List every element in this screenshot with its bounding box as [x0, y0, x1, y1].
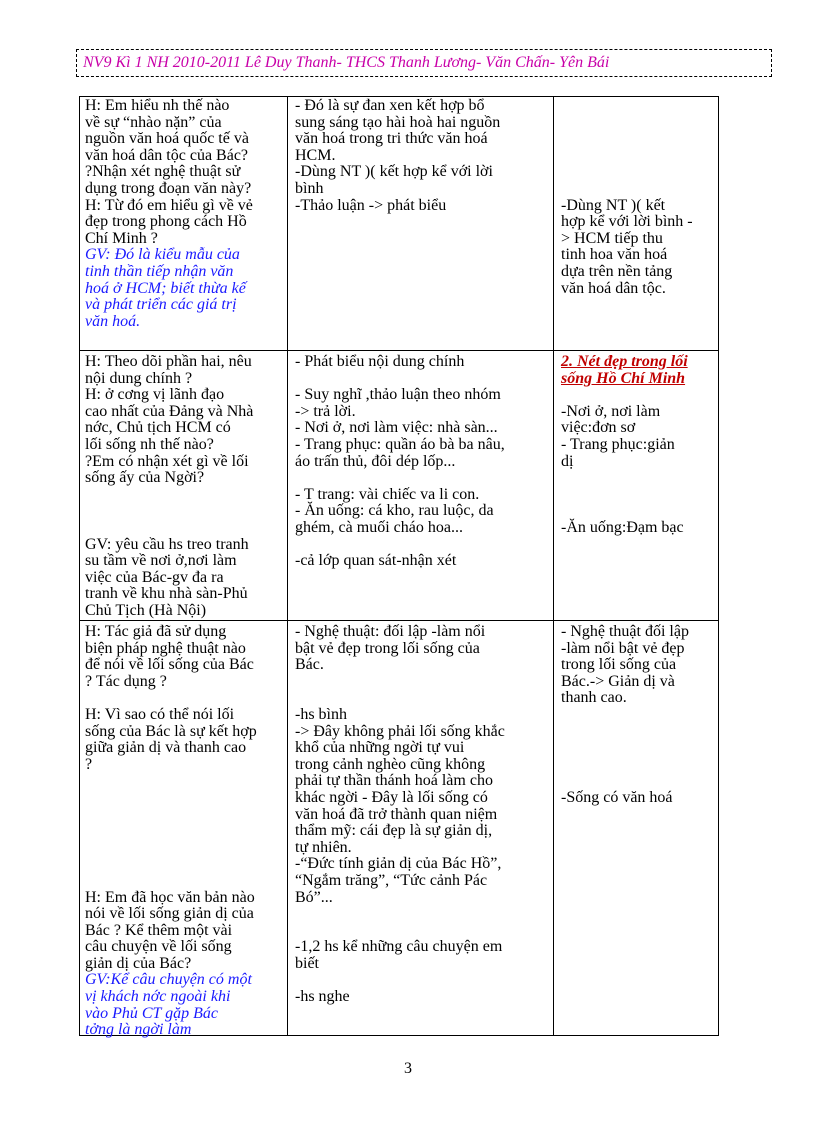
text-line — [561, 115, 711, 132]
text-line: -Nơi ở, nơi làm — [561, 402, 661, 420]
text-line — [85, 773, 285, 790]
text-line: - Suy nghĩ ,thảo luận theo nhóm — [295, 386, 501, 404]
text-line — [85, 520, 285, 537]
text-line: ? Tác dụng ? — [85, 672, 167, 690]
text-line — [561, 164, 711, 181]
text-line: văn hoá dân tộc của Bác? — [85, 146, 249, 164]
text-line: văn hoá dân tộc. — [561, 279, 666, 297]
text-line: khác ngời - Đây là lối sống có — [295, 788, 488, 806]
page-number: 3 — [404, 1060, 412, 1077]
student-activity-cell — [295, 624, 545, 1006]
text-line: - Trang phục: quần áo bà ba nâu, — [295, 435, 505, 453]
text-line: -> Đây không phải lối sống khắc — [295, 722, 505, 740]
text-line: câu chuyện về lối sống — [85, 938, 232, 956]
page-header: NV9 Kì 1 NH 2010-2011 Lê Duy Thanh- THCS Thanh Lương- Văn Chấn- Yên Bái — [76, 49, 772, 77]
text-line: - Phát biểu nội dung chính — [295, 353, 465, 370]
text-line: - Đó là sự đan xen kết hợp bổ — [295, 97, 485, 114]
text-line: lối sống nh thế nào? — [85, 435, 214, 453]
text-line: GV:Kể câu chuyện có một — [85, 971, 252, 989]
text-line: vị khách nớc ngoài khi — [85, 988, 231, 1006]
text-line — [561, 503, 711, 520]
text-line — [561, 707, 711, 724]
text-line: Chí Minh ? — [85, 229, 158, 247]
text-line: bình — [295, 179, 324, 197]
text-line: H: Tác giả đã sử dụng — [85, 623, 227, 640]
text-line: -Thảo luận -> phát biểu — [295, 196, 447, 214]
text-line: 2. Nét đẹp trong lối — [561, 353, 688, 370]
text-line: để nói về lối sống của Bác — [85, 656, 254, 674]
text-line: đẹp trong phong cách Hồ — [85, 213, 247, 231]
text-line — [561, 724, 711, 741]
text-line: áo trấn thủ, đôi dép lốp... — [295, 452, 456, 470]
text-line: Bác.-> Giản dị và — [561, 672, 675, 690]
text-line: sung sáng tạo hài hoà hai nguồn — [295, 113, 501, 131]
column-divider — [287, 96, 288, 1036]
text-line: nói về lối sống giản dị của — [85, 905, 254, 923]
text-line — [85, 823, 285, 840]
teacher-activity-cell — [85, 624, 285, 1039]
text-line: về sự “nhào nặn” của — [85, 113, 222, 131]
text-line — [85, 840, 285, 857]
text-line: nớc, Chủ tịch HCM có — [85, 419, 231, 437]
text-line — [561, 773, 711, 790]
text-line: H: Từ đó em hiểu gì về vẻ — [85, 196, 253, 214]
text-line: - Nghệ thuật: đối lập -làm nổi — [295, 623, 486, 640]
text-line: nội dung chính ? — [85, 369, 193, 387]
text-line — [85, 873, 285, 890]
text-line — [561, 98, 711, 115]
text-line — [561, 487, 711, 504]
text-line: ghém, cà muối cháo hoa... — [295, 518, 463, 536]
teacher-activity-cell — [85, 98, 285, 330]
text-line: thanh cao. — [561, 689, 627, 707]
text-line: -“Đức tính giản dị của Bác Hồ”, — [295, 855, 502, 873]
text-line — [561, 470, 711, 487]
text-line: GV: Đó là kiểu mẫu của — [85, 246, 240, 264]
text-line: tranh về khu nhà sàn-Phủ — [85, 585, 248, 603]
text-line: -1,2 hs kể những câu chuyện em — [295, 938, 503, 956]
text-line: cao nhất của Đảng và Nhà — [85, 402, 254, 420]
row-divider — [79, 350, 719, 351]
text-line: -làm nổi bật vẻ đẹp — [561, 639, 685, 657]
text-line: tinh thần tiếp nhận văn — [85, 262, 234, 280]
text-line: sống Hồ Chí Minh — [561, 369, 686, 387]
text-line: việc:đơn sơ — [561, 419, 636, 437]
text-line: hoá ở HCM; biết thừa kế — [85, 279, 246, 297]
text-line: nguồn văn hoá quốc tế và — [85, 130, 249, 148]
student-activity-cell — [295, 98, 545, 214]
text-line: HCM. — [295, 146, 336, 164]
text-line: su tầm về nơi ở,nơi làm — [85, 552, 237, 570]
content-cell — [561, 624, 711, 807]
text-line — [295, 906, 545, 923]
text-line: ?Em có nhận xét gì về lối — [85, 452, 249, 470]
content-cell — [561, 354, 711, 537]
text-line: Chủ Tịch (Hà Nội) — [85, 601, 207, 619]
text-line: -hs bình — [295, 705, 347, 723]
text-line: biện pháp nghệ thuật nào — [85, 639, 246, 657]
text-line: - Trang phục:giản — [561, 435, 675, 453]
text-line: -Dùng NT )( kết hợp kể với lời — [295, 163, 493, 181]
text-line: giản dị của Bác? — [85, 954, 192, 972]
text-line: và phát triển các giá trị — [85, 296, 237, 314]
text-line: văn hoá trong tri thức văn hoá — [295, 130, 488, 148]
text-line: -Dùng NT )( kết — [561, 196, 666, 214]
text-line: -hs nghe — [295, 988, 350, 1006]
text-line: - Nơi ở, nơi làm việc: nhà sàn... — [295, 419, 498, 437]
text-line — [295, 674, 545, 691]
text-line: -Sống có văn hoá — [561, 788, 673, 806]
text-line: -cả lớp quan sát-nhận xét — [295, 552, 457, 570]
text-line: GV: yêu cầu hs treo tranh — [85, 535, 249, 553]
text-line: ?Nhận xét nghệ thuật sử — [85, 163, 241, 181]
text-line: -Ăn uống:Đạm bạc — [561, 518, 684, 536]
text-line — [85, 690, 285, 707]
text-line: vào Phủ CT gặp Bác — [85, 1004, 219, 1022]
text-line: tởng là ngời làm — [85, 1021, 192, 1039]
text-line — [295, 972, 545, 989]
content-cell — [561, 98, 711, 297]
text-line: văn hoá. — [85, 312, 141, 330]
text-line: phải tự thần thánh hoá làm cho — [295, 772, 493, 790]
text-line: H: Em hiểu nh thế nào — [85, 97, 230, 114]
text-line: H: Vì sao có thể nói lối — [85, 705, 235, 723]
text-line: H: Theo dõi phần hai, nêu — [85, 353, 252, 370]
text-line: “Ngắm trăng”, “Tức cảnh Pác — [295, 871, 488, 889]
text-line: trong cảnh nghèo cũng không — [295, 755, 486, 773]
text-line — [561, 148, 711, 165]
text-line: thẩm mỹ: cái đẹp là sự giản dị, — [295, 822, 493, 840]
column-divider — [553, 96, 554, 1036]
text-line — [561, 131, 711, 148]
text-line: giữa giản dị và thanh cao — [85, 739, 247, 757]
text-line: dị — [561, 452, 574, 470]
text-line — [561, 387, 711, 404]
text-line — [85, 856, 285, 873]
text-line — [85, 807, 285, 824]
text-line: tinh hoa văn hoá — [561, 246, 668, 264]
text-line: Bác ? Kể thêm một vài — [85, 921, 233, 939]
text-line: Bó”... — [295, 888, 333, 906]
text-line: việc của Bác-gv đa ra — [85, 568, 224, 586]
text-line: biết — [295, 954, 319, 972]
text-line: sống ấy của Ngời? — [85, 469, 205, 487]
text-line: trong lối sống của — [561, 656, 677, 674]
student-activity-cell — [295, 354, 545, 570]
text-line — [295, 537, 545, 554]
text-line: sống của Bác là sự kết hợp — [85, 722, 257, 740]
text-line: > HCM tiếp thu — [561, 229, 663, 247]
text-line — [295, 470, 545, 487]
text-line: -> trả lời. — [295, 402, 356, 420]
text-line — [295, 371, 545, 388]
text-line: hợp kể với lời bình - — [561, 213, 693, 231]
row-divider — [79, 620, 719, 621]
text-line: - T trang: vài chiếc va li con. — [295, 485, 480, 503]
text-line: H: Em đã học văn bản nào — [85, 888, 255, 906]
text-line — [561, 740, 711, 757]
teacher-activity-cell — [85, 354, 285, 620]
text-line: H: ở cơng vị lãnh đạo — [85, 386, 225, 404]
text-line: khổ của những ngời tự vui — [295, 739, 465, 757]
text-line: dụng trong đoạn văn này? — [85, 179, 252, 197]
text-line — [295, 923, 545, 940]
text-line — [85, 790, 285, 807]
text-line — [561, 757, 711, 774]
text-line: bật vẻ đẹp trong lối sống của — [295, 639, 480, 657]
text-line — [295, 690, 545, 707]
text-line: văn hoá đã trở thành quan niệm — [295, 805, 498, 823]
text-line: - Nghệ thuật đối lập — [561, 623, 689, 640]
text-line: dựa trên nền tảng — [561, 262, 673, 280]
text-line — [85, 487, 285, 504]
text-line — [561, 181, 711, 198]
text-line — [85, 503, 285, 520]
text-line: - Ăn uống: cá kho, rau luộc, da — [295, 502, 494, 520]
text-line: tự nhiên. — [295, 838, 352, 856]
text-line: ? — [85, 755, 93, 773]
text-line: Bác. — [295, 656, 324, 674]
